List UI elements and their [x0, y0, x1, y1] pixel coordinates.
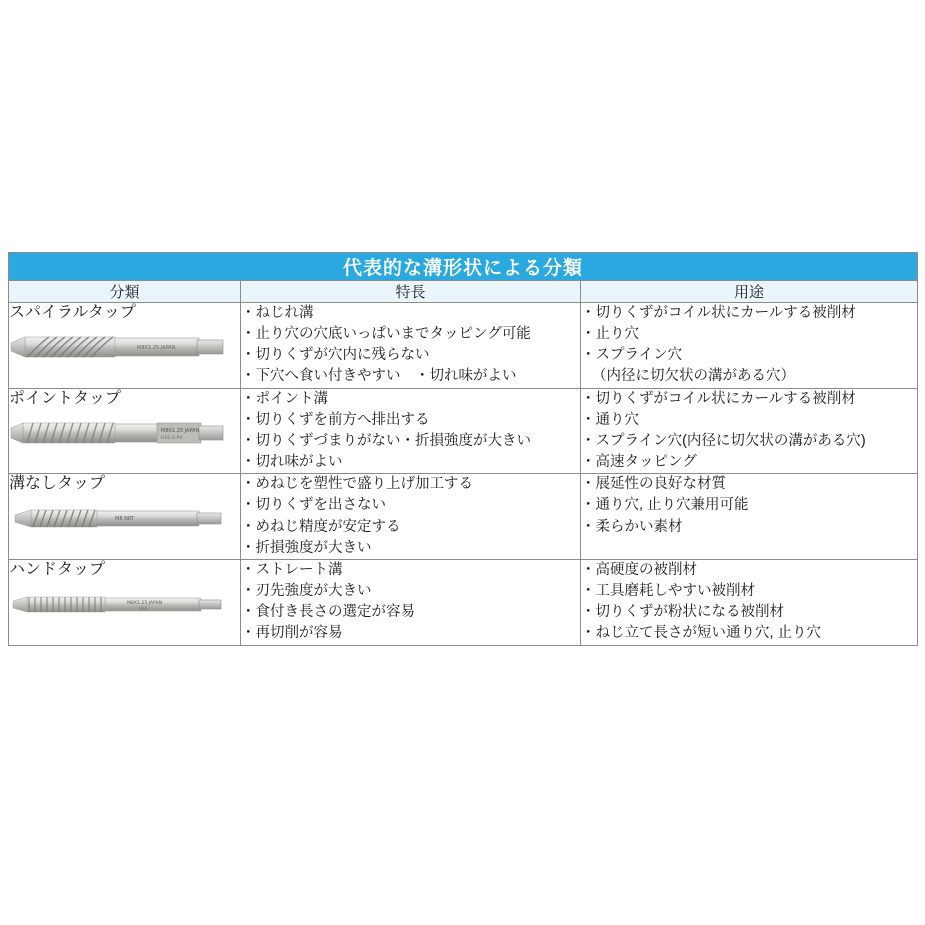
use-item: ・柔らかい素材 [581, 518, 683, 535]
use-item: ・高速タッピング [581, 454, 697, 471]
category-cell [9, 303, 241, 389]
use-item: ・高硬度の被削材 [581, 561, 697, 578]
feature-item: ・めねじ精度が安定する [241, 518, 401, 535]
use-item: （内径に切欠状の溝がある穴） [592, 368, 795, 385]
table-title: 代表的な溝形状による分類 [9, 253, 918, 281]
feature-item: ・下穴へ食い付きやすい ・切れ味がよい [241, 368, 517, 385]
uses-cell [581, 474, 918, 560]
use-item: ・切りくずがコイル状にカールする被削材 [581, 390, 856, 407]
feature-item: ・ストレート溝 [241, 561, 343, 578]
features-cell [241, 474, 581, 560]
features-cell [241, 559, 581, 645]
svg-text:HSS G-P4: HSS G-P4 [161, 435, 183, 441]
table-row [9, 303, 918, 389]
classification-table-wrapper [8, 252, 917, 646]
use-item: ・切りくずが粉状になる被削材 [581, 604, 784, 621]
hand-tap-icon [9, 581, 240, 629]
feature-item: ・食付き長さの選定が容易 [241, 604, 415, 621]
category-label: ポイントタップ [9, 389, 122, 407]
use-item: ・ねじ立て長さが短い通り穴, 止り穴 [581, 625, 822, 642]
svg-text:M8X1.25 JAPAN: M8X1.25 JAPAN [161, 427, 200, 434]
feature-item: ・切りくずを前方へ排出する [241, 411, 430, 428]
feature-item: ・折損強度が大きい [241, 539, 372, 556]
category-label: 溝なしタップ [9, 475, 106, 493]
svg-text:HSS: HSS [139, 606, 148, 612]
feature-item: ・めねじを塑性で盛り上げ加工する [241, 476, 473, 493]
table-row [9, 388, 918, 474]
category-cell [9, 388, 241, 474]
feature-item: ・切りくずを出さない [241, 497, 386, 514]
use-item: ・通り穴 [581, 411, 639, 428]
feature-item: ・切れ味がよい [241, 454, 343, 471]
feature-item: ・再切削が容易 [241, 625, 343, 642]
spiral-flute-tap-icon [9, 324, 240, 372]
column-header-uses: 用途 [581, 281, 918, 303]
classification-table [8, 252, 918, 646]
table-row [9, 559, 918, 645]
feature-item: ・切りくずづまりがない・折損強度が大きい [241, 432, 531, 449]
feature-item: ・ポイント溝 [241, 390, 328, 407]
feature-item: ・ねじれ溝 [241, 305, 314, 321]
uses-cell [581, 388, 918, 474]
use-item: ・スプライン穴 [581, 347, 683, 364]
use-item: ・通り穴, 止り穴兼用可能 [581, 497, 749, 514]
category-cell [9, 474, 241, 560]
features-cell [241, 303, 581, 389]
use-item: ・切りくずがコイル状にカールする被削材 [581, 305, 856, 321]
category-cell [9, 559, 241, 645]
use-item: ・止り穴 [581, 326, 639, 343]
features-cell [241, 388, 581, 474]
uses-cell [581, 559, 918, 645]
svg-text:M8X1.25 JAPAN: M8X1.25 JAPAN [127, 601, 163, 607]
feature-item: ・止り穴の穴底いっぱいまでタッピング可能 [241, 326, 531, 343]
fluteless-tap-icon [9, 495, 240, 543]
svg-text:M8 NRT: M8 NRT [115, 516, 134, 523]
use-item: ・展延性の良好な材質 [581, 476, 726, 493]
column-header-features: 特長 [241, 281, 581, 303]
table-row [9, 474, 918, 560]
table-header-row [9, 281, 918, 303]
uses-cell [581, 303, 918, 389]
use-item: ・工具磨耗しやすい被削材 [581, 583, 755, 600]
column-header-category: 分類 [9, 281, 241, 303]
point-tap-icon [9, 410, 240, 458]
svg-text:M8X1.25 JAPAN: M8X1.25 JAPAN [137, 345, 176, 352]
feature-item: ・刃先強度が大きい [241, 583, 372, 600]
category-label: スパイラルタップ [9, 304, 136, 321]
table-title-row [9, 253, 918, 281]
use-item: ・スプライン穴(内径に切欠状の溝がある穴) [581, 432, 866, 449]
category-label: ハンドタップ [9, 560, 106, 578]
feature-item: ・切りくずが穴内に残らない [241, 347, 430, 364]
